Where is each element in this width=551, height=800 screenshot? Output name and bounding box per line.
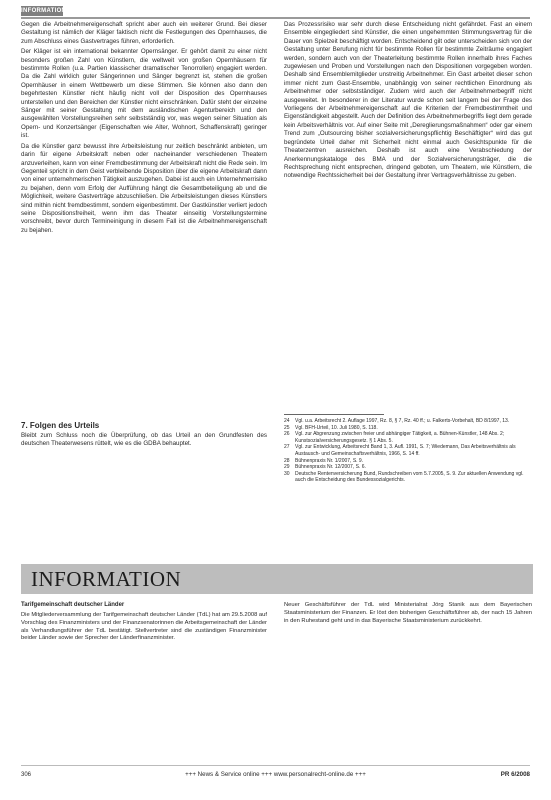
- paragraph: Da die Künstler ganz bewusst ihre Arbeitsleistung nur zeitlich beschränkt anbieten, um darin für eigene Arbeitskraft neben oder nacheinander verschiedenen Theatern anzuverleihen, kann von einer Fremdbestimmung der Arbeitskraft nicht die Rede sein. Im Gegenteil spricht in dem Geist verbleibende Disposition über die eigene Arbeitskraft dann von einer unternehmerischen Tätigkeit auszugehen. Dabei ist auch ein Unternehmerrisiko zu bejahen, denn vom Erfolg der Aufführung hängt die Gesamtbeteiligung ab und die Möglichkeit, weitere Gastverträge abzuschließen. Die Arbeitsleistungen dieses Künstlers sind mithin nicht fremdbestimmt, sondern eigenbestimmt. Der Gastkünstler verliert jedoch seine Dispositionsfreiheit, wenn ihm das Theater einseitig Vorstellungstermine vorschreibt, bevor durch Termineinigung in diesem Fall ist die Arbeitnehmereigenschaft zu bejahen.: [21, 142, 267, 234]
- information-banner-title: INFORMATION: [31, 567, 182, 591]
- section-body: Bleibt zum Schluss noch die Überprüfung, ob das Urteil an den Grundfesten des deutschen Theaterwesens rüttelt, wie es die GDBA behauptet.: [21, 432, 267, 448]
- information-left-text: Die Mitgliederversammlung der Tarifgemeinschaft deutscher Länder (TdL) hat am 29.5.2008 auf Vorschlag des Finanzministers und der Finanzsenatorinnen die Arbeitsgemeinschaft der Länder als Verhandlungsführer der TdL bestätigt. Stellvertreter sind die zuständigen Finanzminister beider Länder sowie der Sprecher der Länderfinanzminister.: [21, 612, 267, 642]
- footnote-text: Deutsche Rentenversicherung Bund, Rundschreiben vom 5.7.2005, S. 9. Zur aktuellen Anwendung vgl. auch die Entscheidung des Bundessozialgerichts.: [295, 470, 524, 484]
- footnote-text: Bühnenpraxis Nr. 1/2007, S. 9.: [295, 457, 364, 464]
- left-column: [21, 21, 267, 237]
- footnote: [284, 444, 534, 457]
- section-heading: 7. Folgen des Urteils: [21, 421, 100, 430]
- paragraph: Der Kläger ist ein international bekannter Opernsänger. Er gehört damit zu einer nicht besonders großen Zahl von Künstlern, die weltweit von großen Opernhäusern für bestimmte Rollen (u.a. Partien klassischer dramatischer Tenorrollen) engagiert werden. Da die Zahl wirklich guter Sängerinnen und Sänger begrenzt ist, stehen die großen Opernhäuser in einem Wettbewerb um diese Stimmen. Sie können also dann den begehrtesten Künstler nicht häufig nicht voll der Disposition des Opernhauses unterstellen und den Bereichen der Künstler nicht einschränken. Dafür steht der einzelne Sänger mit seiner Gestaltung mit dem ausländischen Agenturbereich und den ausgewählten Vorstellungsreihen sehr selbstständig vor, was wegen seiner Situation als Opern- und Konzertsänger (Eigenschaften wie Alter, Wohnort, Schaffenskraft) geringer ist.: [21, 48, 267, 140]
- page-number: 306: [21, 772, 32, 778]
- paragraph: Das Prozessrisiko war sehr durch diese Entscheidung nicht gefährdet. Fast an einem Ensemble eingegliedert sind Künstler, die einen ungehemmten Stimmungsvertrag für die Dauer von Spielzeit beschäftigt worden. Entscheidend gilt oder unterscheiden sich von der Gestaltung unter Berufung nicht für bestimmte Rollen für bestimmte Zeiträume engagiert werden, sondern auch von der Theaterleitung bestimmte Rollen innerhalb ihres Faches zugewiesen und Proben und Vorstellungen nach den Dispositionen vorgegeben worden. Deshalb sind Ensemblemitglieder unstreitig Arbeitnehmer. Ein Gast arbeitet dieser schon immer nicht zum Gast-Ensemble, unabhängig von seiner rechtlichen Einordnung als Arbeitnehmer oder selbstständiger. Zudem wird auch der Arbeitnehmerbegriff nicht ausgeweitet. In besonderer in der Literatur wurde schon seit langem bei der Frage des Vorliegens der Arbeitnehmereigenschaft auf die Kriterien der Fremdbestimmtheit und Eigenständigkeit abgestellt. Auch der Definition des Arbeitnehmerbegriffs liegt dem gerade kein Arbeitsverhältnis vor. Auf einer Seite mit „Dereglierungsmaßnahmen“ oder gar einem Trend zum „Outsourcing bisher sozialversicherungspflichtig Beschäftigter“ wird das gut begründete Urteil daher mit Sicherheit nicht einmal auch Gesichtspunkte für die Theaterzentren ausreichen. Deshalb ist auch eine Verabschiedung der Anerkennungskataloge des BMA und der Sozialversicherungsträger, die die Rechtsprechung nicht entsprechen, dringend geboten, um Theatern, wie Künstlern, die notwendige Rechtssicherheit bei der Gestaltung ihrer Vertragsverhältnisse zu geben.: [284, 21, 532, 180]
- footnote-number: 24: [284, 418, 290, 424]
- information-right-text: Neuer Geschäftsführer der TdL wird Ministerialrat Jörg Stanik aus dem Bayerischen Staatsministerium der Finanzen. Er löst den bisherigen Geschäftsführer ab, der nach 15 Jahren in den Ruhestand geht und in das Bayerische Staatsministerium zurückkehrt.: [284, 602, 532, 624]
- footnote-text: Vgl. zur Entwicklung, Arbeitsrecht Band 1, 3. Aufl. 1991, S. 7; Wiedemann, Das Arbeitsverhältnis als Austausch- und Gemeinschaftsverhältnis, 1966, S. 14 ff.: [295, 444, 516, 457]
- footnote-text: Vgl. u.a. Arbeitsrecht 2. Auflage 1997, Rz. 8, § 7, Rz. 40 ff.; u. Falkerts-Vorbehalt, BD 8/1997, 13.: [295, 418, 510, 424]
- footnote: [284, 431, 534, 444]
- footer-link-text: +++ News & Service online +++ www.personalrecht-online.de +++: [185, 771, 366, 778]
- footnote-number: 29: [284, 464, 290, 471]
- footnote-text: Vgl. zur Abgrenzung zwischen freier und abhängiger Tätigkeit, a. Bühnen-Künstler, 148 Abs. 2; Kunstsozialversicherungsgesetz. § 1 Abs. 5.: [295, 431, 505, 444]
- footnote-number: 26: [284, 431, 290, 438]
- paragraph: Gegen die Arbeitnehmereigenschaft spricht aber auch ein weiterer Grund. Bei dieser Gestaltung ist nämlich der Kläger faktisch nicht die Festlegungen des Opernhauses, die zum Abschluss eines Gastvertrages führen, erforderlich.: [21, 21, 267, 45]
- footnote: [284, 464, 534, 471]
- footnote-number: 30: [284, 470, 290, 477]
- footnote: [284, 458, 534, 465]
- footnote: [284, 425, 534, 432]
- footnotes: [284, 418, 534, 484]
- footnote-rule: [284, 414, 384, 415]
- footnote: [284, 471, 534, 484]
- footnote-number: 27: [284, 444, 290, 451]
- footnote-text: Bühnenpraxis Nr. 12/2007, S. 6.: [295, 464, 366, 471]
- right-column: [284, 21, 532, 183]
- issue-label: PR 6/2008: [500, 771, 530, 778]
- section-tag: INFORMATION: [21, 8, 67, 14]
- footnote: [284, 418, 534, 425]
- footer-rule: [21, 765, 530, 766]
- footnote-number: 25: [284, 424, 290, 431]
- footnote-number: 28: [284, 457, 290, 464]
- footnote-text: Vgl. BFH-Urteil, 10. Juli 1980, S. 118.: [295, 424, 378, 431]
- information-subtitle: Tarifgemeinschaft deutscher Länder: [21, 602, 125, 608]
- header-rule: [21, 17, 530, 19]
